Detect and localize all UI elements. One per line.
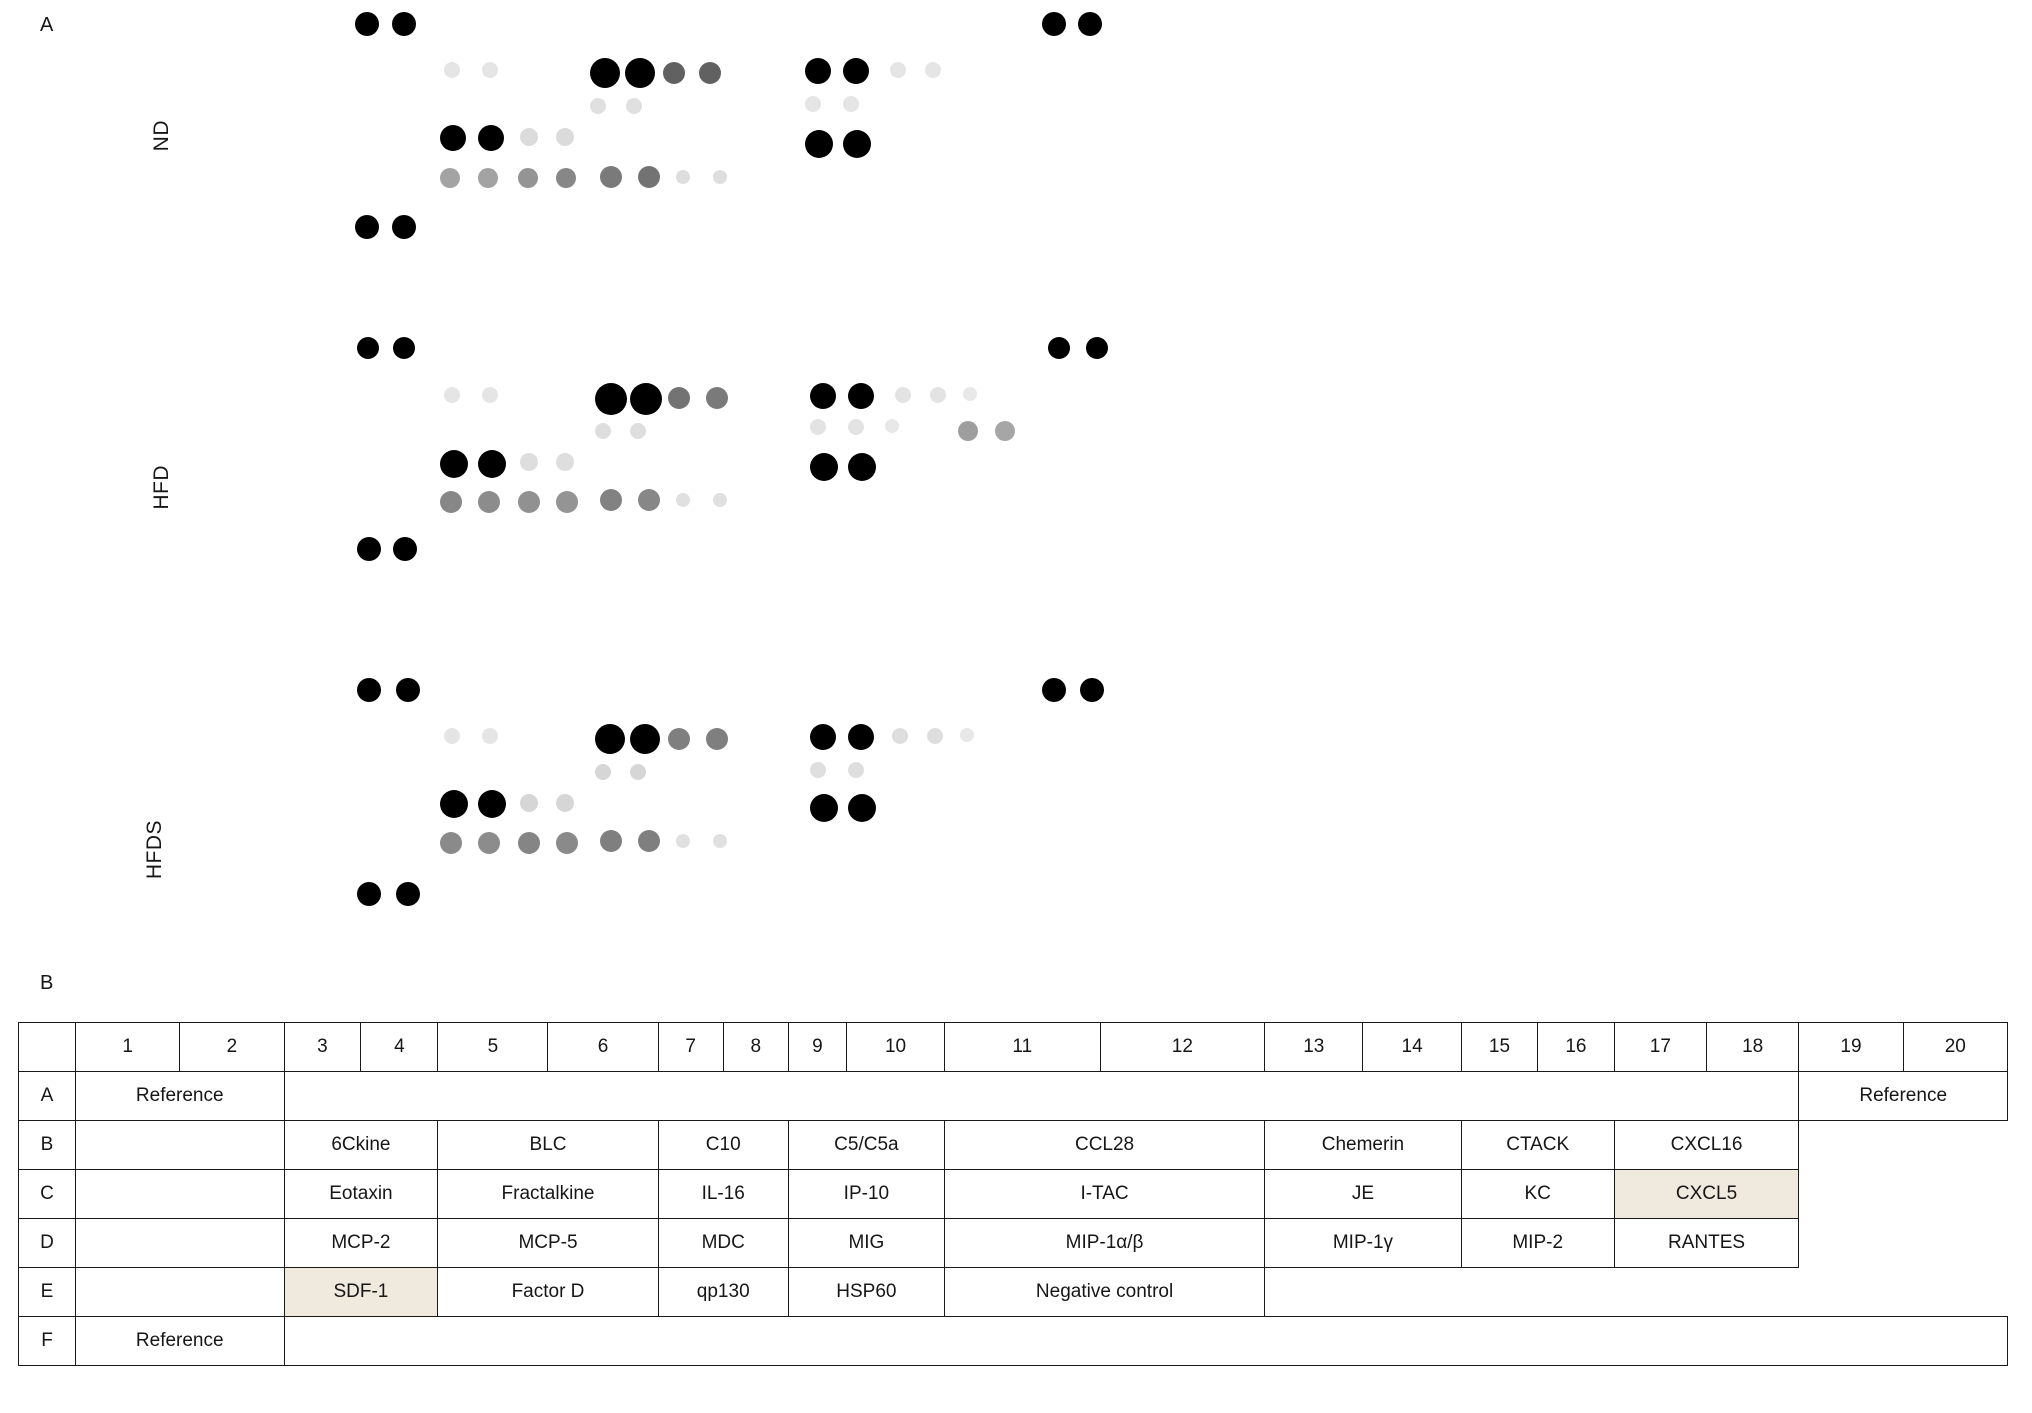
array-spot xyxy=(392,12,416,36)
cell-a-blank xyxy=(284,1072,1799,1121)
blot-block-nd xyxy=(0,0,1200,260)
cell-d-mip1ab: MIP-1α/β xyxy=(944,1219,1264,1268)
array-spot xyxy=(1086,337,1108,359)
col-num-5: 5 xyxy=(438,1023,548,1072)
array-spot xyxy=(843,130,871,158)
cell-b-ctack: CTACK xyxy=(1461,1121,1614,1170)
array-spot xyxy=(556,832,578,854)
array-spot xyxy=(556,168,576,188)
cell-e-hsp60: HSP60 xyxy=(788,1268,944,1317)
array-spot xyxy=(630,423,646,439)
cell-c-cxcl5: CXCL5 xyxy=(1614,1170,1799,1219)
array-spot xyxy=(440,491,462,513)
array-spot xyxy=(1042,12,1066,36)
array-spot xyxy=(595,383,627,415)
cell-e-blank xyxy=(76,1268,285,1317)
array-spot xyxy=(895,387,911,403)
array-spot xyxy=(848,794,876,822)
array-spot xyxy=(848,453,876,481)
cell-b-empty xyxy=(1799,1121,2008,1170)
array-spot xyxy=(440,832,462,854)
cell-d-mip1g: MIP-1γ xyxy=(1265,1219,1462,1268)
table-row-d xyxy=(19,1219,2008,1268)
array-spot xyxy=(630,764,646,780)
cell-c-fractalkine: Fractalkine xyxy=(438,1170,658,1219)
cell-d-mdc: MDC xyxy=(658,1219,788,1268)
array-spot xyxy=(699,62,721,84)
col-num-19: 19 xyxy=(1799,1023,1903,1072)
cell-e-empty xyxy=(1265,1268,2008,1317)
col-num-16: 16 xyxy=(1538,1023,1615,1072)
array-spot xyxy=(805,96,821,112)
array-spot xyxy=(357,882,381,906)
cell-c-eotaxin: Eotaxin xyxy=(284,1170,438,1219)
col-num-11: 11 xyxy=(944,1023,1100,1072)
array-spot xyxy=(810,419,826,435)
array-spot xyxy=(925,62,941,78)
array-spot xyxy=(482,728,498,744)
array-spot xyxy=(848,419,864,435)
array-spot xyxy=(478,790,506,818)
array-spot xyxy=(556,794,574,812)
array-spot xyxy=(440,125,466,151)
row-label-e: E xyxy=(19,1268,76,1317)
array-spot xyxy=(357,678,381,702)
cell-d-mcp2: MCP-2 xyxy=(284,1219,438,1268)
array-spot xyxy=(600,830,622,852)
array-spot xyxy=(600,489,622,511)
table-row-c xyxy=(19,1170,2008,1219)
cell-a-reference-right: Reference xyxy=(1799,1072,2008,1121)
array-spot xyxy=(995,421,1015,441)
array-spot xyxy=(1078,12,1102,36)
cell-b-cxcl16: CXCL16 xyxy=(1614,1121,1799,1170)
array-spot xyxy=(668,728,690,750)
row-label-a: A xyxy=(19,1072,76,1121)
array-spot xyxy=(843,96,859,112)
array-spot xyxy=(444,62,460,78)
array-spot xyxy=(630,383,662,415)
blot-block-hfd xyxy=(0,345,1200,605)
col-num-13: 13 xyxy=(1265,1023,1363,1072)
col-num-9: 9 xyxy=(788,1023,846,1072)
col-num-1: 1 xyxy=(76,1023,180,1072)
table-row-f xyxy=(19,1317,2008,1366)
cell-c-ip10: IP-10 xyxy=(788,1170,944,1219)
col-num-6: 6 xyxy=(548,1023,658,1072)
cell-d-mig: MIG xyxy=(788,1219,944,1268)
table-row-b xyxy=(19,1121,2008,1170)
array-spot xyxy=(843,58,869,84)
cell-b-ccl28: CCL28 xyxy=(944,1121,1264,1170)
array-spot xyxy=(440,790,468,818)
cell-c-empty xyxy=(1799,1170,2008,1219)
col-num-2: 2 xyxy=(180,1023,284,1072)
row-label-f: F xyxy=(19,1317,76,1366)
array-spot xyxy=(848,762,864,778)
row-label-c: C xyxy=(19,1170,76,1219)
cell-e-sdf1: SDF-1 xyxy=(284,1268,438,1317)
array-spot xyxy=(630,724,660,754)
array-spot xyxy=(590,58,620,88)
array-spot xyxy=(357,537,381,561)
array-spot xyxy=(676,493,690,507)
col-num-15: 15 xyxy=(1461,1023,1537,1072)
array-spot xyxy=(810,453,838,481)
array-spot xyxy=(638,166,660,188)
array-spot xyxy=(668,387,690,409)
array-spot xyxy=(478,125,504,151)
table-row-header xyxy=(19,1023,2008,1072)
cell-c-il16: IL-16 xyxy=(658,1170,788,1219)
cell-e-negative-control: Negative control xyxy=(944,1268,1264,1317)
array-spot xyxy=(393,337,415,359)
array-spot xyxy=(478,168,498,188)
array-spot xyxy=(478,491,500,513)
array-spot xyxy=(676,170,690,184)
array-spot xyxy=(960,728,974,742)
blot-label-hfds: HFDS xyxy=(143,820,166,880)
array-spot xyxy=(590,98,606,114)
array-spot xyxy=(663,62,685,84)
array-spot xyxy=(482,62,498,78)
array-spot xyxy=(518,168,538,188)
array-spot xyxy=(393,537,417,561)
array-spot xyxy=(520,453,538,471)
cell-c-kc: KC xyxy=(1461,1170,1614,1219)
cell-a-reference-left: Reference xyxy=(76,1072,285,1121)
array-spot xyxy=(1042,678,1066,702)
array-spot xyxy=(927,728,943,744)
array-spot xyxy=(520,128,538,146)
cell-f-blank xyxy=(284,1317,2008,1366)
array-spot xyxy=(556,128,574,146)
table-row-e xyxy=(19,1268,2008,1317)
cell-d-mip2: MIP-2 xyxy=(1461,1219,1614,1268)
cell-c-itac: I-TAC xyxy=(944,1170,1264,1219)
cell-d-rantes: RANTES xyxy=(1614,1219,1799,1268)
array-spot xyxy=(805,58,831,84)
col-num-18: 18 xyxy=(1706,1023,1798,1072)
col-num-17: 17 xyxy=(1614,1023,1706,1072)
row-label-d: D xyxy=(19,1219,76,1268)
array-spot xyxy=(556,491,578,513)
array-spot xyxy=(713,170,727,184)
array-spot xyxy=(638,830,660,852)
array-spot xyxy=(885,419,899,433)
array-spot xyxy=(355,215,379,239)
array-spot xyxy=(958,421,978,441)
panel-b-label: B xyxy=(40,972,54,994)
cell-d-blank xyxy=(76,1219,285,1268)
blot-block-hfds xyxy=(0,690,1200,970)
col-num-20: 20 xyxy=(1903,1023,2007,1072)
array-spot xyxy=(810,724,836,750)
cell-c-je: JE xyxy=(1265,1170,1462,1219)
array-map-table xyxy=(18,1022,2008,1366)
cell-d-empty xyxy=(1799,1219,2008,1268)
table-corner-cell xyxy=(19,1023,76,1072)
array-spot xyxy=(810,794,838,822)
col-num-4: 4 xyxy=(361,1023,438,1072)
col-num-14: 14 xyxy=(1363,1023,1461,1072)
array-spot xyxy=(890,62,906,78)
array-spot xyxy=(396,882,420,906)
cell-c-blank xyxy=(76,1170,285,1219)
array-spot xyxy=(396,678,420,702)
array-spot xyxy=(478,832,500,854)
array-spot xyxy=(600,166,622,188)
array-spot xyxy=(892,728,908,744)
array-spot xyxy=(805,130,833,158)
blot-label-nd: ND xyxy=(150,120,173,152)
cell-e-factord: Factor D xyxy=(438,1268,658,1317)
array-spot xyxy=(930,387,946,403)
array-spot xyxy=(706,387,728,409)
row-label-b: B xyxy=(19,1121,76,1170)
array-spot xyxy=(444,387,460,403)
col-num-8: 8 xyxy=(723,1023,788,1072)
array-spot xyxy=(963,387,977,401)
cell-b-blc: BLC xyxy=(438,1121,658,1170)
array-spot xyxy=(355,12,379,36)
array-spot xyxy=(713,834,727,848)
cell-b-blank xyxy=(76,1121,285,1170)
array-spot xyxy=(520,794,538,812)
table-row-a xyxy=(19,1072,2008,1121)
cell-e-qp130: qp130 xyxy=(658,1268,788,1317)
array-spot xyxy=(706,728,728,750)
array-spot xyxy=(676,834,690,848)
cell-b-c5-c5a: C5/C5a xyxy=(788,1121,944,1170)
panel-a-label: A xyxy=(40,14,54,36)
array-spot xyxy=(595,764,611,780)
array-spot xyxy=(440,450,468,478)
array-spot xyxy=(848,724,874,750)
cell-f-reference: Reference xyxy=(76,1317,285,1366)
array-spot xyxy=(518,832,540,854)
array-spot xyxy=(713,493,727,507)
array-spot xyxy=(1080,678,1104,702)
array-spot xyxy=(556,453,574,471)
cell-b-6ckine: 6Ckine xyxy=(284,1121,438,1170)
col-num-12: 12 xyxy=(1100,1023,1265,1072)
array-spot xyxy=(595,423,611,439)
array-spot xyxy=(482,387,498,403)
blot-label-hfd: HFD xyxy=(150,465,173,510)
cell-d-mcp5: MCP-5 xyxy=(438,1219,658,1268)
array-spot xyxy=(810,383,836,409)
array-spot xyxy=(810,762,826,778)
array-spot xyxy=(1048,337,1070,359)
array-spot xyxy=(518,491,540,513)
array-spot xyxy=(357,337,379,359)
array-spot xyxy=(440,168,460,188)
array-spot xyxy=(625,58,655,88)
array-spot xyxy=(595,724,625,754)
col-num-10: 10 xyxy=(847,1023,945,1072)
array-spot xyxy=(444,728,460,744)
array-spot xyxy=(478,450,506,478)
cell-b-chemerin: Chemerin xyxy=(1265,1121,1462,1170)
array-spot xyxy=(848,383,874,409)
col-num-3: 3 xyxy=(284,1023,361,1072)
array-spot xyxy=(638,489,660,511)
cell-b-c10: C10 xyxy=(658,1121,788,1170)
col-num-7: 7 xyxy=(658,1023,723,1072)
array-spot xyxy=(392,215,416,239)
array-spot xyxy=(626,98,642,114)
